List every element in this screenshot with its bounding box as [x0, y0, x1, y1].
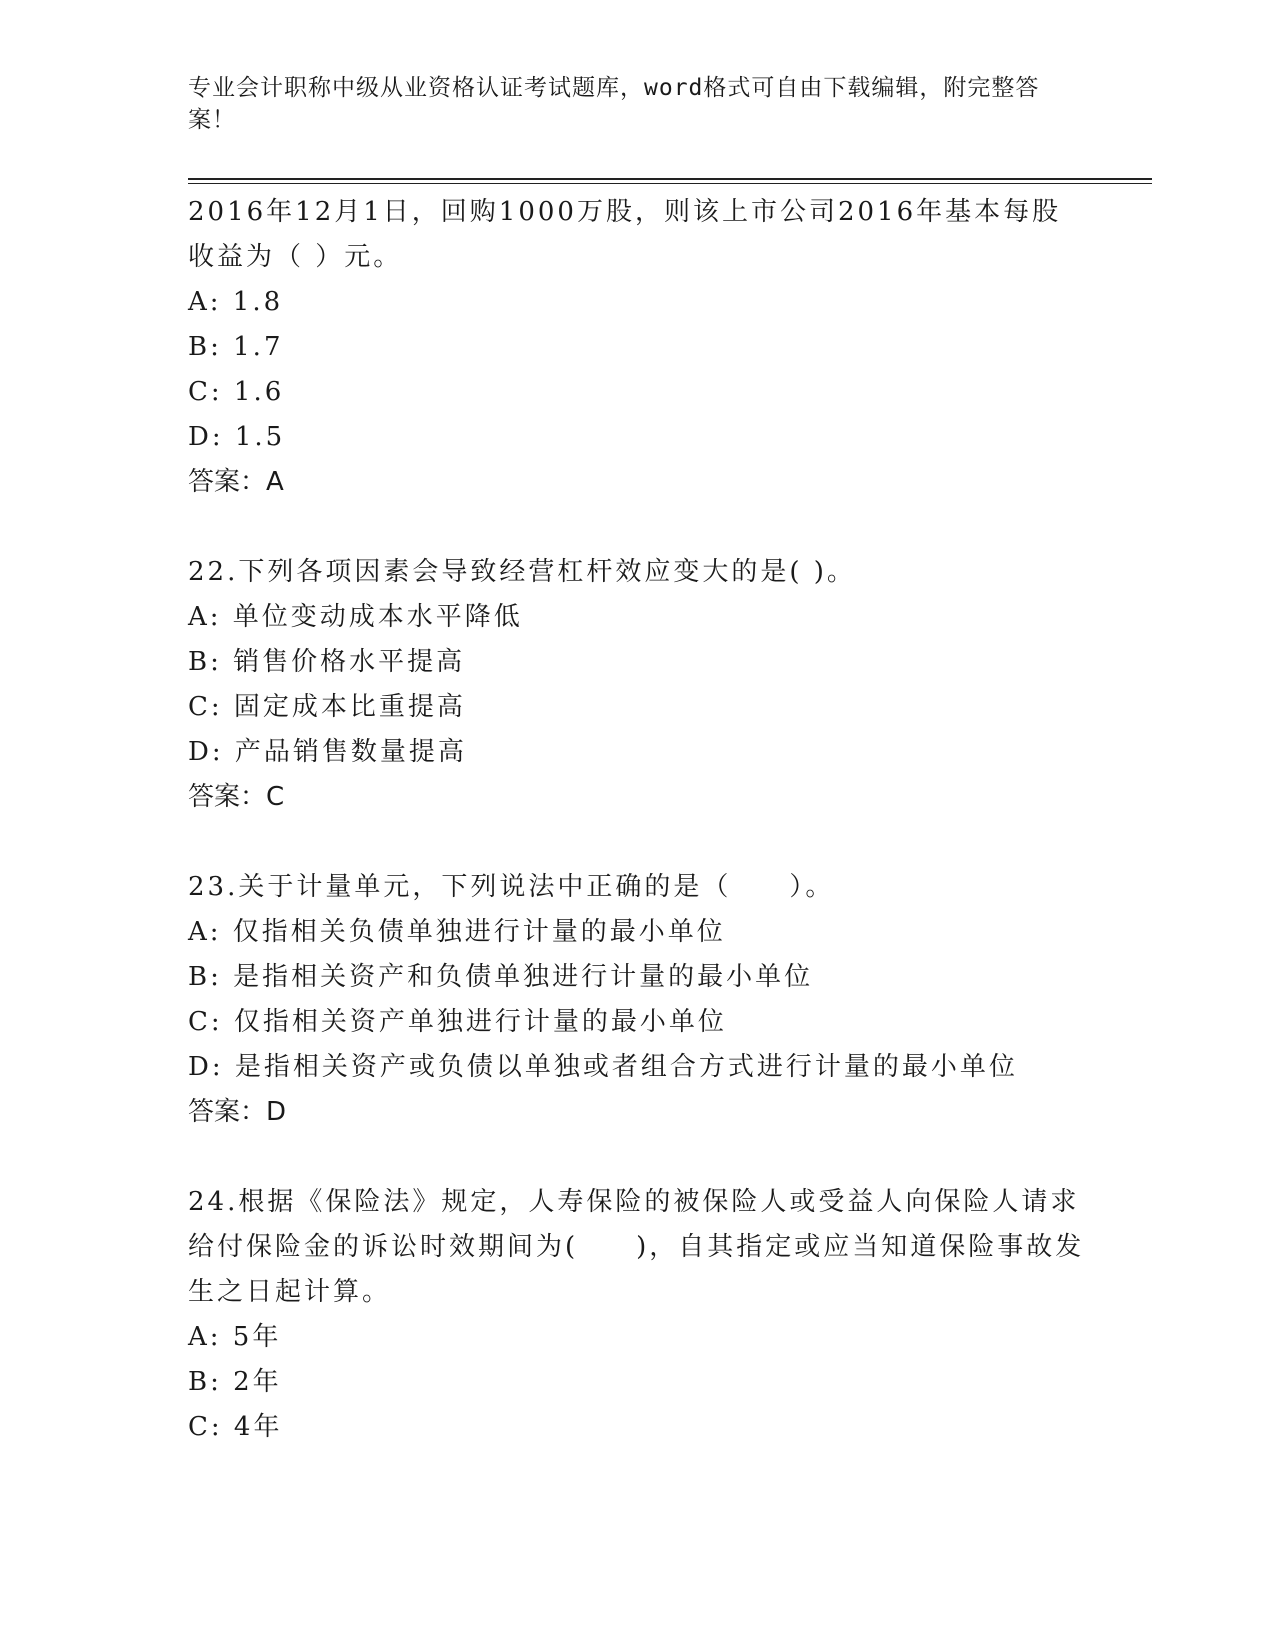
option-c: C: 1.6 — [188, 377, 285, 407]
question-text: 24.根据《保险法》规定，人寿保险的被保险人或受益人向保险人请求给付保险金的诉讼时效期间为( )，自其指定或应当知道保险事故发生之日起计算。 — [188, 1187, 1085, 1307]
option-c: C: 固定成本比重提高 — [188, 692, 466, 722]
option-a: A: 5年 — [188, 1322, 282, 1352]
question-block — [188, 865, 1088, 1135]
option-b: B: 销售价格水平提高 — [188, 647, 466, 677]
question-block — [188, 550, 1088, 820]
option-d: D: 1.5 — [188, 422, 286, 452]
question-text: 22.下列各项因素会导致经营杠杆效应变大的是( )。 — [188, 557, 856, 587]
answer-line: 答案：D — [188, 1097, 287, 1127]
option-d: D: 产品销售数量提高 — [188, 737, 467, 767]
option-b: B: 2年 — [188, 1367, 282, 1397]
question-block — [188, 1180, 1088, 1450]
option-d: D: 是指相关资产或负债以单独或者组合方式进行计量的最小单位 — [188, 1052, 1018, 1082]
option-b: B: 是指相关资产和负债单独进行计量的最小单位 — [188, 962, 814, 992]
question-block — [188, 190, 1088, 505]
question-text: 23.关于计量单元，下列说法中正确的是（ ）。 — [188, 872, 835, 902]
option-c: C: 4年 — [188, 1412, 283, 1442]
header-divider-thick — [188, 178, 1152, 180]
question-list — [188, 190, 1088, 1450]
spacer — [188, 820, 1088, 865]
option-a: A: 1.8 — [188, 287, 284, 317]
page-header: 专业会计职称中级从业资格认证考试题库，word格式可自由下载编辑，附完整答案！ — [188, 75, 1040, 133]
answer-line: 答案：A — [188, 467, 284, 497]
spacer — [188, 1135, 1088, 1180]
option-a: A: 单位变动成本水平降低 — [188, 602, 523, 632]
option-b: B: 1.7 — [188, 332, 284, 362]
option-a: A: 仅指相关负债单独进行计量的最小单位 — [188, 917, 726, 947]
header-divider-thin — [188, 183, 1152, 184]
option-c: C: 仅指相关资产单独进行计量的最小单位 — [188, 1007, 727, 1037]
spacer — [188, 505, 1088, 550]
question-text: 2016年12月1日，回购1000万股，则该上市公司2016年基本每股收益为（ ）元。 — [188, 197, 1062, 272]
answer-line: 答案：C — [188, 782, 285, 812]
